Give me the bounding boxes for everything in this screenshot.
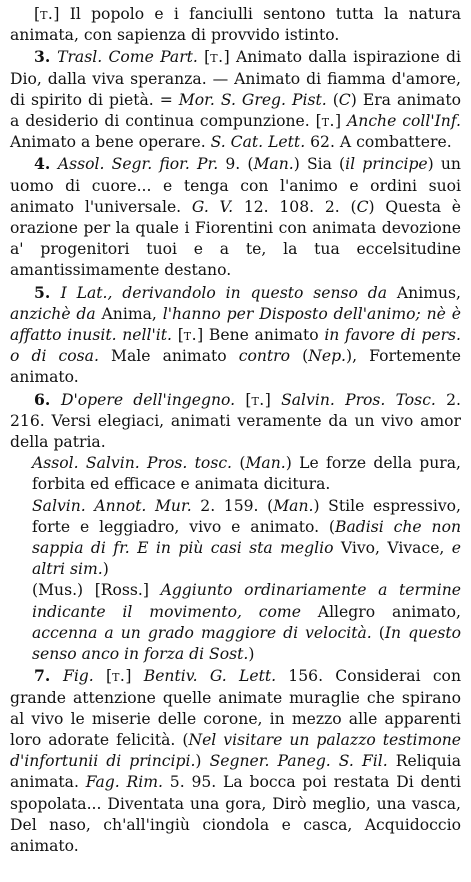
- text-run: Vivo, Vivace,: [333, 539, 452, 558]
- text-run: S. Cat. Lett.: [210, 133, 306, 152]
- text-run: Segner. Paneg. S. Fil.: [209, 752, 388, 771]
- entry-5-latin-note: [10, 282, 461, 389]
- text-run: G. V.: [191, 197, 234, 216]
- text-run: (: [232, 454, 246, 473]
- text-run: (Mus.) [Ross.]: [32, 581, 161, 600]
- text-run: (: [326, 90, 339, 109]
- text-run: Man.: [245, 454, 286, 473]
- entry-7-figurative: [10, 665, 461, 857]
- text-run: C: [356, 197, 369, 216]
- text-run: ), Fortemente animato.: [10, 347, 462, 387]
- text-run: D'opere dell'ingegno.: [61, 390, 236, 409]
- text-run: Salvin. Pros. Tosc.: [281, 390, 436, 409]
- text-run: ) Era animato a desiderio di continua compunzione. [: [10, 90, 462, 131]
- text-run: t.: [210, 48, 224, 67]
- text-run: Reliquia animata.: [10, 752, 462, 792]
- text-run: In questo senso anco in forza di Sost.: [32, 623, 461, 664]
- text-run: Nel visitare un palazzo testimone d'infortunii di principi.: [10, 730, 461, 771]
- text-run: Salvin. Annot. Mur.: [32, 496, 192, 515]
- text-run: (: [290, 347, 309, 366]
- text-run: accenna a un grado maggiore di velocità.: [32, 623, 372, 642]
- entry-2-continuation: [10, 4, 461, 46]
- text-run: l'hanno per Disposto dell'animo; nè è affatto inusit. nell'it.: [10, 304, 461, 345]
- text-run: Man.: [253, 155, 294, 174]
- text-run: Aggiunto ordinariamente a termine indicante il movimento, come: [32, 581, 461, 621]
- text-run: t.: [321, 112, 336, 131]
- text-run: t.: [251, 390, 265, 409]
- text-run: Allegro animato,: [300, 602, 461, 621]
- text-run: Assol. Segr. fior. Pr.: [57, 155, 219, 174]
- text-run: Assol. Salvin. Pros. tosc.: [32, 454, 233, 473]
- text-run: C: [338, 90, 351, 109]
- text-run: 6.: [34, 389, 61, 409]
- text-run: 3.: [34, 47, 58, 67]
- text-run: ) Le forze della pura, forbita ed efficace e animata dicitura.: [32, 454, 461, 494]
- text-run: ] Il popolo e i fanciulli sentono tutta la natura animata, con sapienza di provvido istinto.: [10, 5, 461, 45]
- text-run: ) un uomo di cuore... e tenga con l'animo e ordini suoi animato l'universale.: [10, 155, 461, 216]
- text-run: 2. 216. Versi elegiaci, animati veramente da un vivo amor della patria.: [10, 390, 462, 452]
- text-run: Man.: [273, 496, 314, 515]
- entry-6-assol-example: [10, 453, 461, 495]
- entry-3-trasl: [10, 46, 461, 153]
- text-run: ]: [264, 390, 282, 409]
- text-run: 9. (: [218, 155, 254, 174]
- text-run: Male animato: [98, 347, 239, 366]
- text-run: Anima,: [95, 304, 163, 323]
- text-run: ) Stile espressivo, forte e leggiadro, vivo e animato. (: [32, 496, 461, 536]
- text-run: ]: [335, 112, 348, 131]
- entry-6-opere-ingegno: [10, 389, 461, 454]
- entry-6-salvin-example: [10, 496, 461, 581]
- text-run: ) Sia (: [293, 155, 346, 174]
- text-run: Trasl. Come Part.: [57, 48, 198, 67]
- text-run: Badisi che non sappia di fr. E in più casi sta meglio: [32, 517, 461, 558]
- text-run: Anche coll'Inf.: [347, 112, 461, 131]
- text-run: Animus,: [387, 283, 461, 302]
- text-run: Bentiv. G. Lett.: [143, 667, 277, 686]
- text-run: in favore di pers. o di cosa.: [10, 326, 461, 366]
- text-run: Fig.: [63, 667, 94, 686]
- text-run: t.: [40, 5, 54, 23]
- text-run: t.: [183, 326, 198, 345]
- text-run: 12. 108. 2. (: [233, 197, 357, 216]
- text-run: Animato a bene operare.: [10, 133, 211, 152]
- text-run: 4.: [34, 154, 58, 174]
- text-run: ]: [125, 667, 144, 686]
- text-run: ] Bene animato: [197, 326, 325, 345]
- text-run: ): [195, 752, 210, 771]
- entry-6-music-note: [10, 580, 461, 665]
- text-run: ): [102, 560, 109, 579]
- text-run: anzichè da: [10, 304, 96, 323]
- text-run: ): [248, 645, 255, 664]
- text-run: 5.: [34, 282, 61, 302]
- text-run: I Lat., derivandolo in questo senso da: [60, 283, 388, 302]
- text-run: 2. 159. (: [191, 496, 274, 515]
- text-run: (: [371, 623, 385, 642]
- text-run: 5. 95. La bocca poi restata Di denti spopolata... Diventata una gora, Dirò meglio, una vasca, Del naso, ch'all'ingiù ciondola e casca, Acquidoccio animato.: [10, 773, 461, 855]
- text-run: [: [93, 667, 113, 686]
- text-run: [: [197, 48, 211, 67]
- text-run: Fag. Rim.: [85, 773, 163, 792]
- text-run: Mor. S. Greg. Pist.: [178, 90, 327, 109]
- text-run: 7.: [34, 666, 63, 686]
- text-run: ] Animato dalla ispirazione di Dio, dalla viva speranza. — Animato di fiamma d'amore, di spirito di pietà. =: [10, 48, 461, 109]
- text-run: ) Questa è orazione per la quale i Fiorentini con animata devozione a' progenitori tuoi e a te, la tua eccelsitudine amantissimamente destano.: [10, 197, 461, 280]
- text-run: il principe: [345, 155, 428, 174]
- text-run: 62. A combattere.: [305, 133, 452, 152]
- text-run: contro: [238, 347, 291, 366]
- text-run: [: [34, 5, 41, 23]
- text-run: [: [235, 390, 252, 409]
- text-run: e altri sim.: [32, 539, 461, 579]
- text-run: Nep.: [308, 347, 347, 366]
- text-run: 156. Considerai con grande attenzione quelle animate muraglie che spirano al vivo le miserie delle corone, in mezzo alle apparenti loro adorate felicità. (: [10, 667, 461, 749]
- entry-4-assol: [10, 153, 461, 281]
- text-run: [: [172, 326, 184, 345]
- text-run: t.: [112, 667, 126, 686]
